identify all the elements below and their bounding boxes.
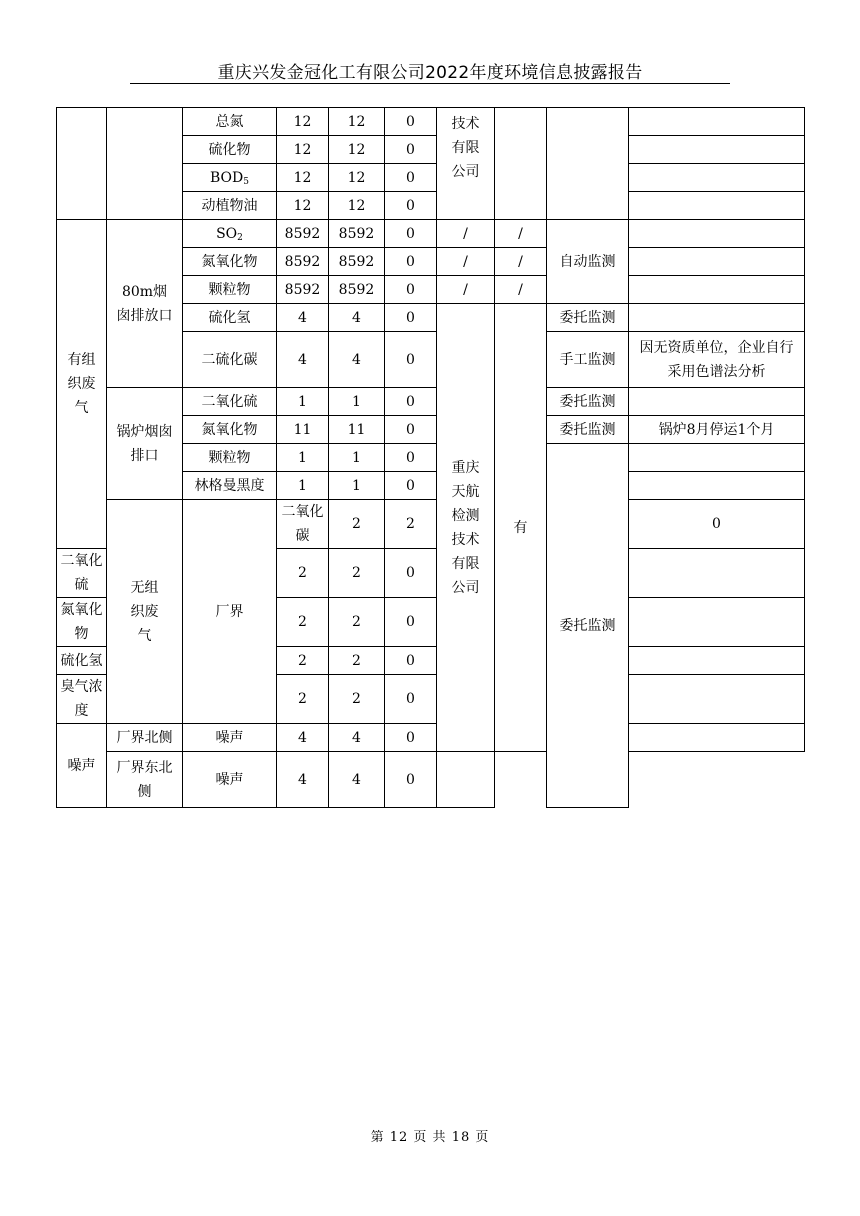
value-cell: 2 — [277, 549, 329, 598]
table-row — [57, 724, 805, 752]
page-footer — [0, 1126, 860, 1145]
pollutant-name: 氮氧化物 — [57, 598, 107, 647]
remark-cell — [629, 164, 805, 192]
pollutant-name-so2 — [183, 220, 277, 248]
remark-cell — [437, 752, 495, 808]
value-cell: 2 — [329, 675, 385, 724]
value-cell: 2 — [385, 500, 437, 549]
value-cell: 0 — [385, 248, 437, 276]
remark-cell — [629, 136, 805, 164]
value-cell: 4 — [277, 724, 329, 752]
pollutant-name: 总氮 — [183, 108, 277, 136]
value-cell: 2 — [277, 598, 329, 647]
remark-cell — [629, 472, 805, 500]
remark-cell — [629, 647, 805, 675]
remark-cell — [629, 108, 805, 136]
qualified-cell: / — [495, 220, 547, 248]
value-cell: 1 — [277, 472, 329, 500]
value-cell: 8592 — [277, 220, 329, 248]
pollutant-name-bod5 — [183, 164, 277, 192]
value-cell: 8592 — [277, 248, 329, 276]
pollutant-name: 氮氧化物 — [183, 416, 277, 444]
pollutant-name: 颗粒物 — [183, 276, 277, 304]
value-cell: 0 — [385, 192, 437, 220]
remark-cell — [629, 220, 805, 248]
value-cell: 0 — [385, 416, 437, 444]
remark-cell — [629, 549, 805, 598]
pollutant-name: 氮氧化物 — [183, 248, 277, 276]
value-cell: 0 — [385, 598, 437, 647]
value-cell: 0 — [385, 220, 437, 248]
remark-cell: 锅炉8月停运1个月 — [629, 416, 805, 444]
category-unorganized-gas: 无组织废气 — [107, 500, 183, 724]
value-cell: 0 — [385, 332, 437, 388]
method-cell: 委托监测 — [547, 416, 629, 444]
value-cell: 0 — [385, 444, 437, 472]
value-cell: 4 — [329, 304, 385, 332]
table-row — [57, 220, 805, 248]
outlet-80m-stack: 80m烟囱排放口 — [107, 220, 183, 388]
value-cell: 0 — [385, 388, 437, 416]
pollutant-name: 臭气浓度 — [57, 675, 107, 724]
value-cell: 0 — [385, 136, 437, 164]
remark-cell — [629, 675, 805, 724]
value-cell: 1 — [329, 472, 385, 500]
value-cell: 2 — [277, 675, 329, 724]
value-cell: 0 — [385, 304, 437, 332]
remark-cell: 因无资质单位，企业自行采用色谱法分析 — [629, 332, 805, 388]
pollutant-name: 噪声 — [183, 752, 277, 808]
method-cell-lab: 委托监测 — [547, 444, 629, 808]
pollutant-name: 颗粒物 — [183, 444, 277, 472]
pollutant-name: 硫化氢 — [57, 647, 107, 675]
remark-cell — [629, 248, 805, 276]
value-cell: 12 — [329, 108, 385, 136]
qualified-cell: / — [495, 276, 547, 304]
org-cell: / — [437, 276, 495, 304]
value-cell: 0 — [385, 472, 437, 500]
value-cell: 12 — [329, 192, 385, 220]
bod-label: BOD — [210, 169, 244, 186]
value-cell: 1 — [329, 444, 385, 472]
so2-label: SO — [216, 225, 238, 242]
value-cell: 1 — [277, 444, 329, 472]
method-auto-monitor: 自动监测 — [547, 220, 629, 304]
footer-total-pages: 18 — [451, 1130, 471, 1145]
org-cell-lab: 重庆天航检测技术有限公司 — [437, 304, 495, 752]
remark-cell — [629, 444, 805, 472]
outlet-northeast: 厂界东北侧 — [107, 752, 183, 808]
value-cell: 8592 — [329, 276, 385, 304]
value-cell: 2 — [329, 500, 385, 549]
pollutant-name: 硫化物 — [183, 136, 277, 164]
value-cell: 12 — [277, 192, 329, 220]
remark-cell — [629, 598, 805, 647]
value-cell: 2 — [329, 549, 385, 598]
monitoring-table — [56, 107, 805, 808]
qualified-cell-water — [495, 108, 547, 220]
value-cell: 2 — [329, 598, 385, 647]
value-cell: 8592 — [329, 248, 385, 276]
value-cell: 12 — [277, 136, 329, 164]
value-cell: 0 — [385, 164, 437, 192]
outlet-cell-water — [107, 108, 183, 220]
method-cell: 委托监测 — [547, 388, 629, 416]
page-header-title: 重庆兴发金冠化工有限公司2022年度环境信息披露报告 — [217, 63, 643, 83]
value-cell: 4 — [329, 724, 385, 752]
table-row — [57, 108, 805, 136]
remark-cell — [629, 304, 805, 332]
value-cell: 12 — [277, 108, 329, 136]
value-cell: 0 — [385, 724, 437, 752]
pollutant-name: 二氧化硫 — [183, 388, 277, 416]
pollutant-name: 二氧化硫 — [57, 549, 107, 598]
footer-middle: 页 共 — [413, 1130, 447, 1145]
value-cell: 12 — [329, 136, 385, 164]
pollutant-name: 动植物油 — [183, 192, 277, 220]
value-cell: 0 — [385, 752, 437, 808]
pollutant-name: 噪声 — [183, 724, 277, 752]
remark-cell — [629, 724, 805, 752]
value-cell: 11 — [329, 416, 385, 444]
value-cell: 0 — [385, 108, 437, 136]
value-cell: 0 — [385, 276, 437, 304]
table-row — [57, 500, 805, 549]
outlet-boiler-stack: 锅炉烟囱排口 — [107, 388, 183, 500]
table-row — [57, 752, 805, 808]
value-cell: 1 — [329, 388, 385, 416]
footer-suffix: 页 — [475, 1130, 490, 1145]
method-cell-water — [547, 108, 629, 220]
org-cell: / — [437, 220, 495, 248]
value-cell: 2 — [277, 647, 329, 675]
pollutant-name: 二氧化碳 — [277, 500, 329, 549]
value-cell: 4 — [277, 752, 329, 808]
method-cell: 手工监测 — [547, 332, 629, 388]
value-cell: 4 — [329, 332, 385, 388]
remark-cell — [629, 276, 805, 304]
qualified-cell-lab: 有 — [495, 304, 547, 752]
value-cell: 0 — [629, 500, 805, 549]
value-cell: 12 — [329, 164, 385, 192]
org-cell-continued — [437, 108, 495, 220]
value-cell: 4 — [277, 304, 329, 332]
bod-subscript: 5 — [243, 176, 249, 187]
value-cell: 1 — [277, 388, 329, 416]
value-cell: 11 — [277, 416, 329, 444]
value-cell: 12 — [277, 164, 329, 192]
value-cell: 4 — [329, 752, 385, 808]
value-cell: 8592 — [329, 220, 385, 248]
footer-page-number: 12 — [389, 1130, 409, 1145]
value-cell: 0 — [385, 549, 437, 598]
remark-cell — [629, 192, 805, 220]
category-cell-water — [57, 108, 107, 220]
method-cell: 委托监测 — [547, 304, 629, 332]
category-noise: 噪声 — [57, 724, 107, 808]
outlet-north: 厂界北侧 — [107, 724, 183, 752]
value-cell: 2 — [329, 647, 385, 675]
org-cell: / — [437, 248, 495, 276]
org-name-continued: 技术有限公司 — [451, 116, 480, 180]
remark-cell — [629, 388, 805, 416]
table-row — [57, 388, 805, 416]
header-rule — [130, 83, 730, 84]
footer-prefix: 第 — [370, 1130, 385, 1145]
value-cell: 0 — [385, 675, 437, 724]
pollutant-name: 林格曼黑度 — [183, 472, 277, 500]
outlet-boundary: 厂界 — [183, 500, 277, 724]
pollutant-name: 二硫化碳 — [183, 332, 277, 388]
category-organized-gas: 有组织废气 — [57, 220, 107, 549]
so2-subscript: 2 — [237, 232, 243, 243]
pollutant-name: 硫化氢 — [183, 304, 277, 332]
qualified-cell: / — [495, 248, 547, 276]
value-cell: 0 — [385, 647, 437, 675]
value-cell: 4 — [277, 332, 329, 388]
value-cell: 8592 — [277, 276, 329, 304]
